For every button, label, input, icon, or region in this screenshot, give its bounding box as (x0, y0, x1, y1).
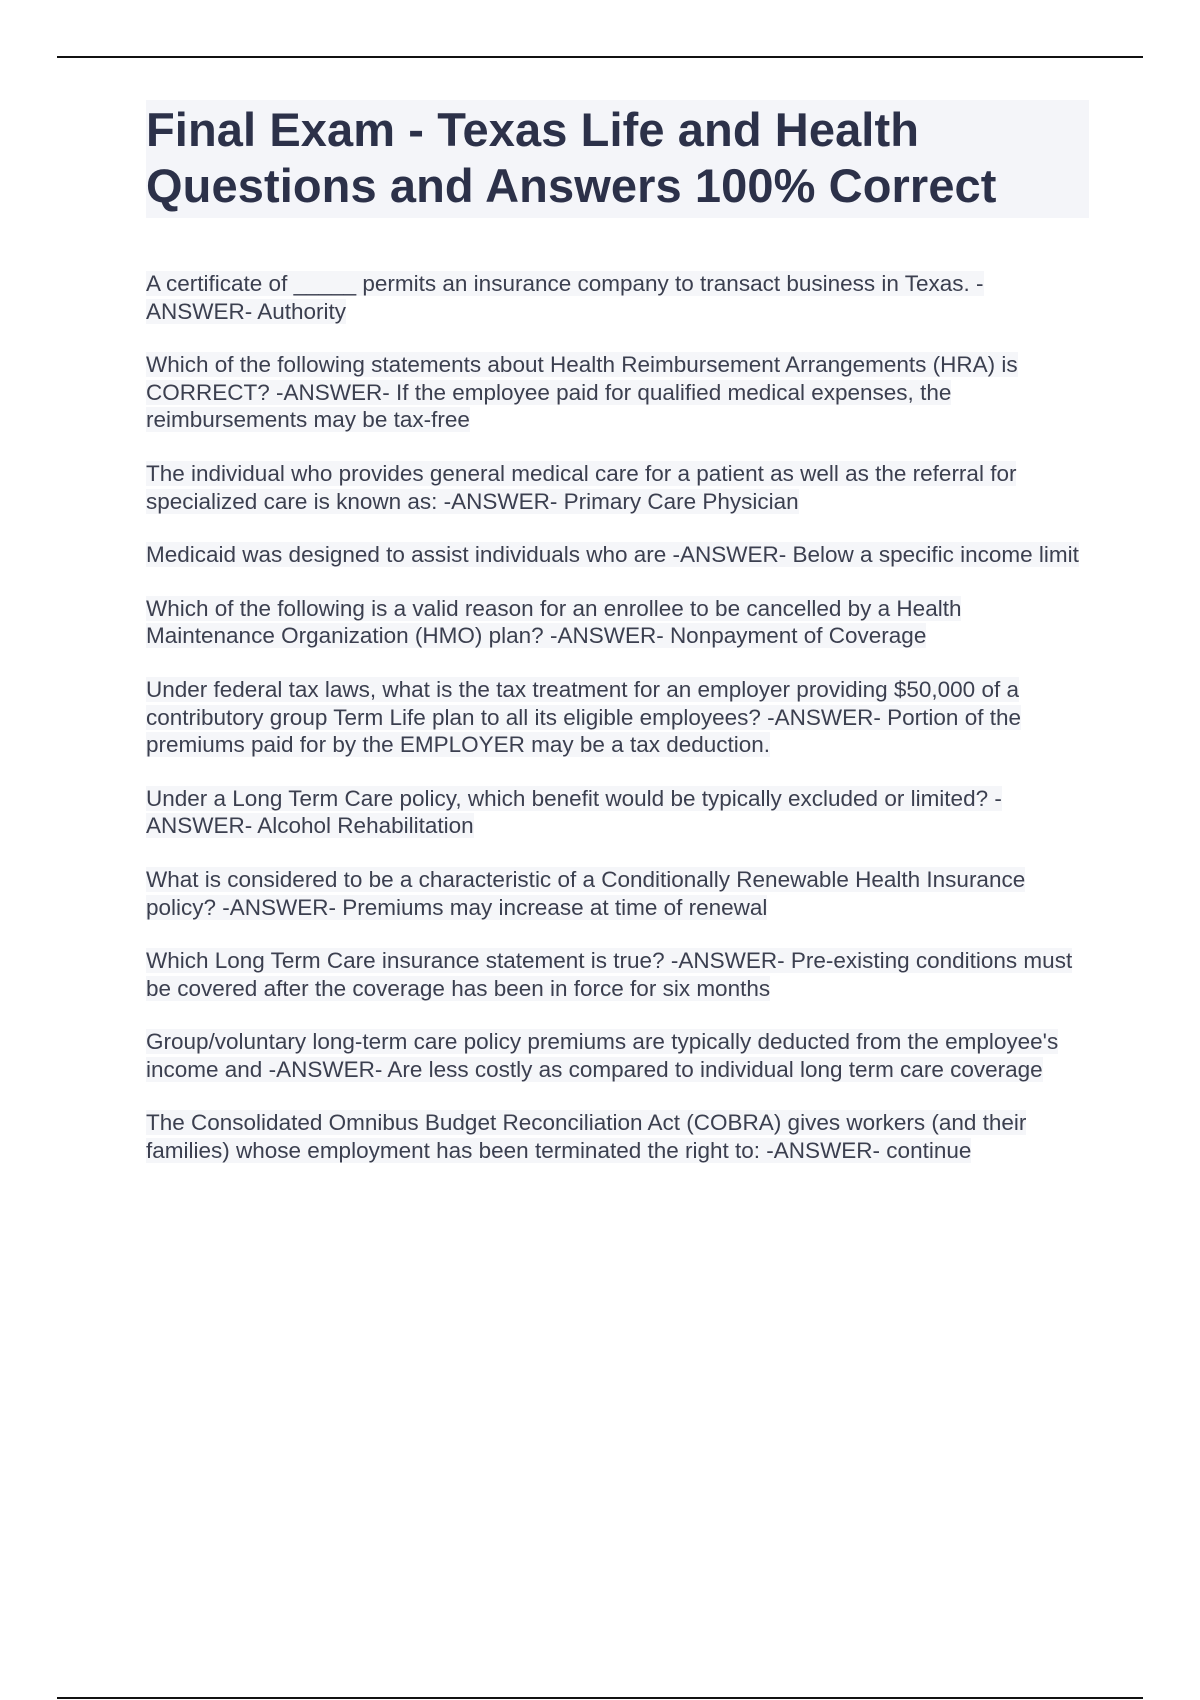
qa-item (146, 595, 1089, 650)
qa-text: What is considered to be a characteristic of a Conditionally Renewable Health Insurance policy? -ANSWER- Premiums may increase at time of renewal (146, 866, 1026, 920)
qa-text: Under a Long Term Care policy, which benefit would be typically excluded or limited? -ANSWER- Alcohol Rehabilitation (146, 785, 1002, 839)
qa-text: The Consolidated Omnibus Budget Reconciliation Act (COBRA) gives workers (and their families) whose employment has been terminated the right to: -ANSWER- continue (146, 1110, 1027, 1164)
qa-text: Medicaid was designed to assist individuals who are -ANSWER- Below a specific income limit (146, 542, 1079, 568)
page-content (146, 100, 1089, 1240)
bottom-rule (57, 1697, 1143, 1699)
qa-item (146, 351, 1089, 434)
qa-item (146, 270, 1089, 325)
qa-text: The individual who provides general medical care for a patient as well as the referral for specialized care is known as: -ANSWER- Primary Care Physician (146, 460, 1017, 514)
page-title: Final Exam - Texas Life and Health Questions and Answers 100% Correct (146, 103, 997, 212)
title-block (146, 100, 1089, 218)
top-rule (57, 56, 1143, 58)
qa-item (146, 676, 1089, 759)
qa-item (146, 785, 1089, 840)
qa-item (146, 541, 1089, 569)
qa-text: Under federal tax laws, what is the tax treatment for an employer providing $50,000 of a contributory group Term Life plan to all its eligible employees? -ANSWER- Portion of the premiums paid for by the EMPLOYER may be a tax deduction. (146, 676, 1021, 758)
qa-text: Which of the following is a valid reason for an enrollee to be cancelled by a Health Maintenance Organization (HMO) plan? -ANSWER- Nonpayment of Coverage (146, 595, 962, 649)
qa-text: Which of the following statements about Health Reimbursement Arrangements (HRA) is CORRECT? -ANSWER- If the employee paid for qualified medical expenses, the reimbursements may be tax-free (146, 352, 1018, 433)
qa-item (146, 947, 1089, 1002)
qa-text: Group/voluntary long-term care policy premiums are typically deducted from the employee's income and -ANSWER- Are less costly as compared to individual long term care coverage (146, 1029, 1059, 1082)
qa-item (146, 460, 1089, 515)
qa-text: A certificate of _____ permits an insurance company to transact business in Texas. -ANSWER- Authority (146, 271, 984, 324)
qa-text: Which Long Term Care insurance statement is true? -ANSWER- Pre-existing conditions must be covered after the coverage has been in force for six months (146, 948, 1073, 1001)
qa-item (146, 1028, 1089, 1083)
qa-item (146, 1109, 1089, 1164)
qa-list (146, 270, 1089, 1240)
qa-item (146, 866, 1089, 921)
